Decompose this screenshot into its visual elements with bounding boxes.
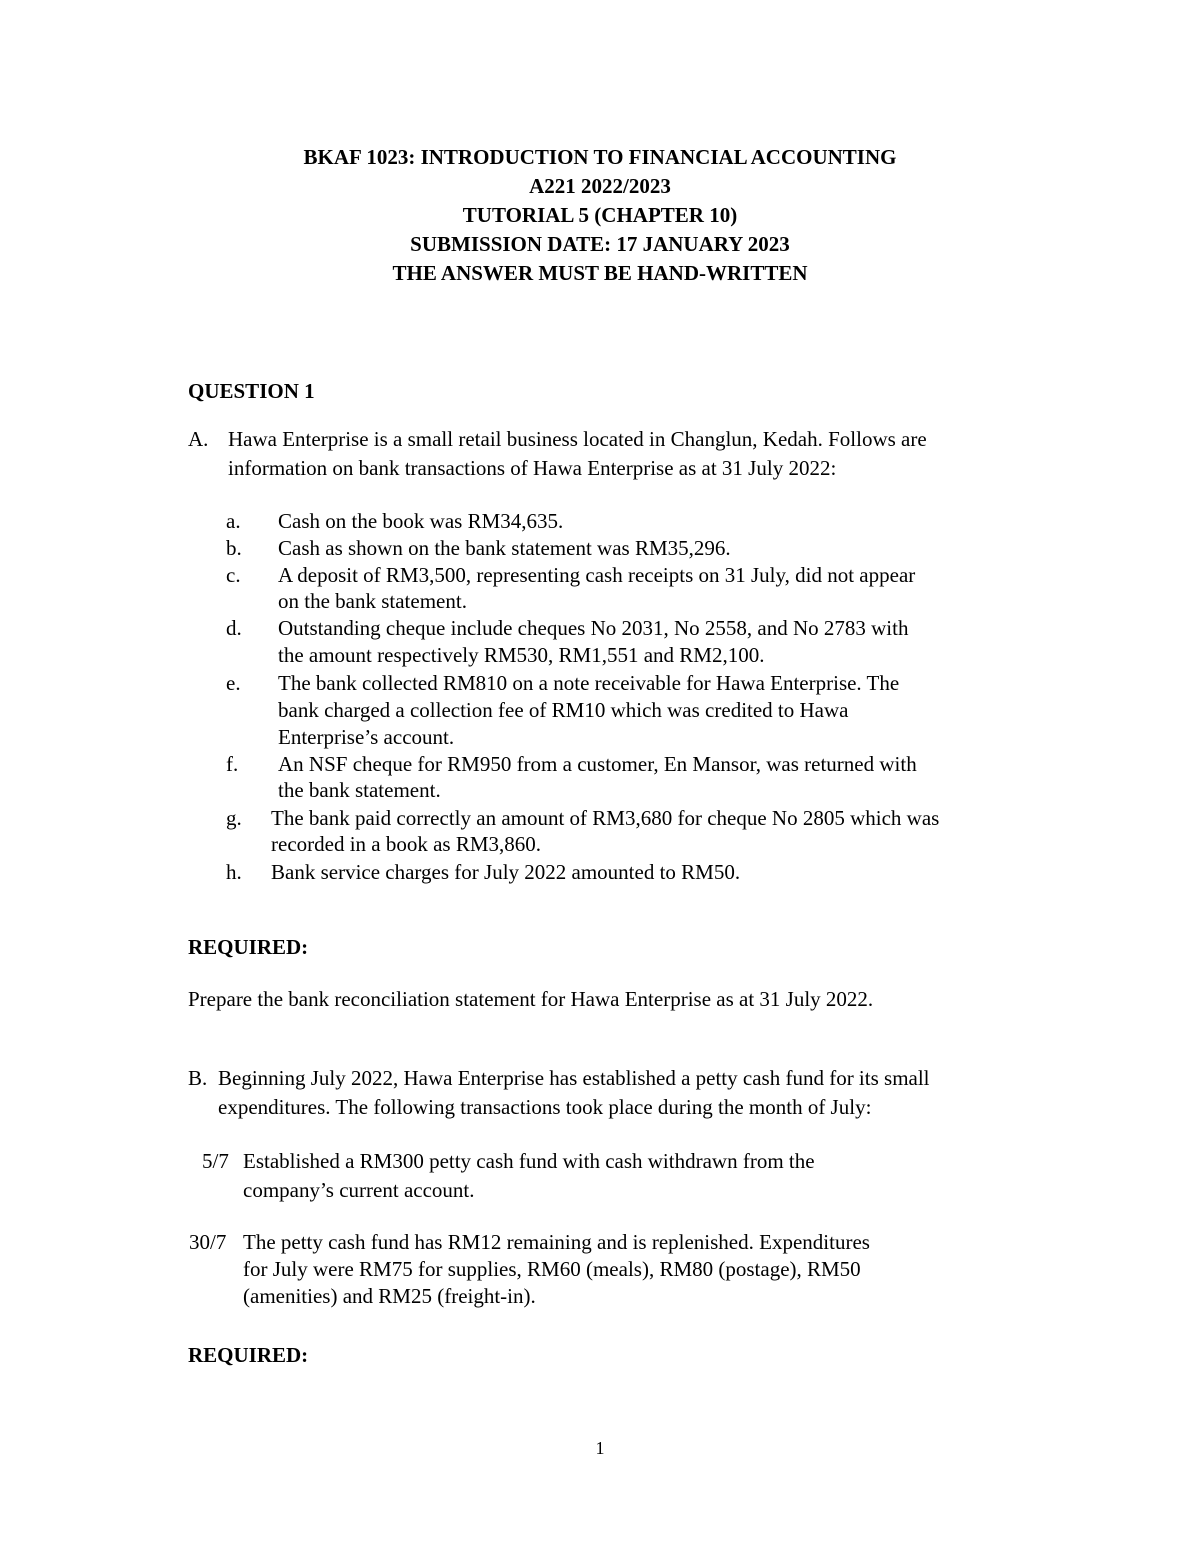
item-text: recorded in a book as RM3,860. <box>271 832 542 856</box>
part-b-intro-line: Beginning July 2022, Hawa Enterprise has established a petty cash fund for its small <box>218 1066 930 1090</box>
item-text: bank charged a collection fee of RM10 which was credited to Hawa <box>278 698 849 722</box>
question-heading: QUESTION 1 <box>188 379 315 403</box>
item-text: A deposit of RM3,500, representing cash receipts on 31 July, did not appear <box>278 563 916 587</box>
item-text: Cash as shown on the bank statement was RM35,296. <box>278 536 731 560</box>
entry-text: The petty cash fund has RM12 remaining and is replenished. Expenditures <box>243 1230 870 1254</box>
required-label: REQUIRED: <box>188 1343 309 1367</box>
item-text: Bank service charges for July 2022 amounted to RM50. <box>271 860 741 884</box>
part-b-intro-line: expenditures. The following transactions took place during the month of July: <box>218 1095 872 1119</box>
item-marker: h. <box>226 860 242 884</box>
item-marker: e. <box>226 671 241 695</box>
part-a-intro-line: Hawa Enterprise is a small retail business located in Changlun, Kedah. Follows are <box>228 427 927 451</box>
item-marker: g. <box>226 806 242 830</box>
item-text: the bank statement. <box>278 778 441 802</box>
item-text: on the bank statement. <box>278 589 467 613</box>
entry-text: Established a RM300 petty cash fund with cash withdrawn from the <box>243 1149 815 1173</box>
entry-date: 30/7 <box>189 1230 227 1254</box>
item-marker: f. <box>226 752 239 776</box>
required-label: REQUIRED: <box>188 935 309 959</box>
submission-date: SUBMISSION DATE: 17 JANUARY 2023 <box>410 232 790 256</box>
part-a-intro-line: information on bank transactions of Hawa Enterprise as at 31 July 2022: <box>228 456 837 480</box>
item-text: the amount respectively RM530, RM1,551 and RM2,100. <box>278 643 765 667</box>
entry-text: (amenities) and RM25 (freight-in). <box>243 1284 536 1308</box>
item-text: The bank paid correctly an amount of RM3,680 for cheque No 2805 which was <box>271 806 940 830</box>
item-marker: a. <box>226 509 241 533</box>
part-a-marker: A. <box>188 427 209 451</box>
session-line: A221 2022/2023 <box>529 174 671 198</box>
item-text: Cash on the book was RM34,635. <box>278 509 564 533</box>
item-text: Enterprise’s account. <box>278 725 455 749</box>
item-text: The bank collected RM810 on a note receivable for Hawa Enterprise. The <box>278 671 900 695</box>
handwritten-instruction: THE ANSWER MUST BE HAND-WRITTEN <box>392 261 808 285</box>
page-number: 1 <box>595 1438 605 1458</box>
item-marker: b. <box>226 536 242 560</box>
tutorial-line: TUTORIAL 5 (CHAPTER 10) <box>462 203 738 227</box>
item-marker: d. <box>226 616 242 640</box>
item-text: An NSF cheque for RM950 from a customer, En Mansor, was returned with <box>278 752 917 776</box>
course-title: BKAF 1023: INTRODUCTION TO FINANCIAL ACCOUNTING <box>303 145 897 169</box>
required-text: Prepare the bank reconciliation statement for Hawa Enterprise as at 31 July 2022. <box>188 987 874 1011</box>
part-b-marker: B. <box>188 1066 208 1090</box>
entry-text: company’s current account. <box>243 1178 475 1202</box>
item-marker: c. <box>226 563 241 587</box>
entry-date: 5/7 <box>202 1149 229 1173</box>
item-text: Outstanding cheque include cheques No 2031, No 2558, and No 2783 with <box>278 616 909 640</box>
entry-text: for July were RM75 for supplies, RM60 (meals), RM80 (postage), RM50 <box>243 1257 861 1281</box>
